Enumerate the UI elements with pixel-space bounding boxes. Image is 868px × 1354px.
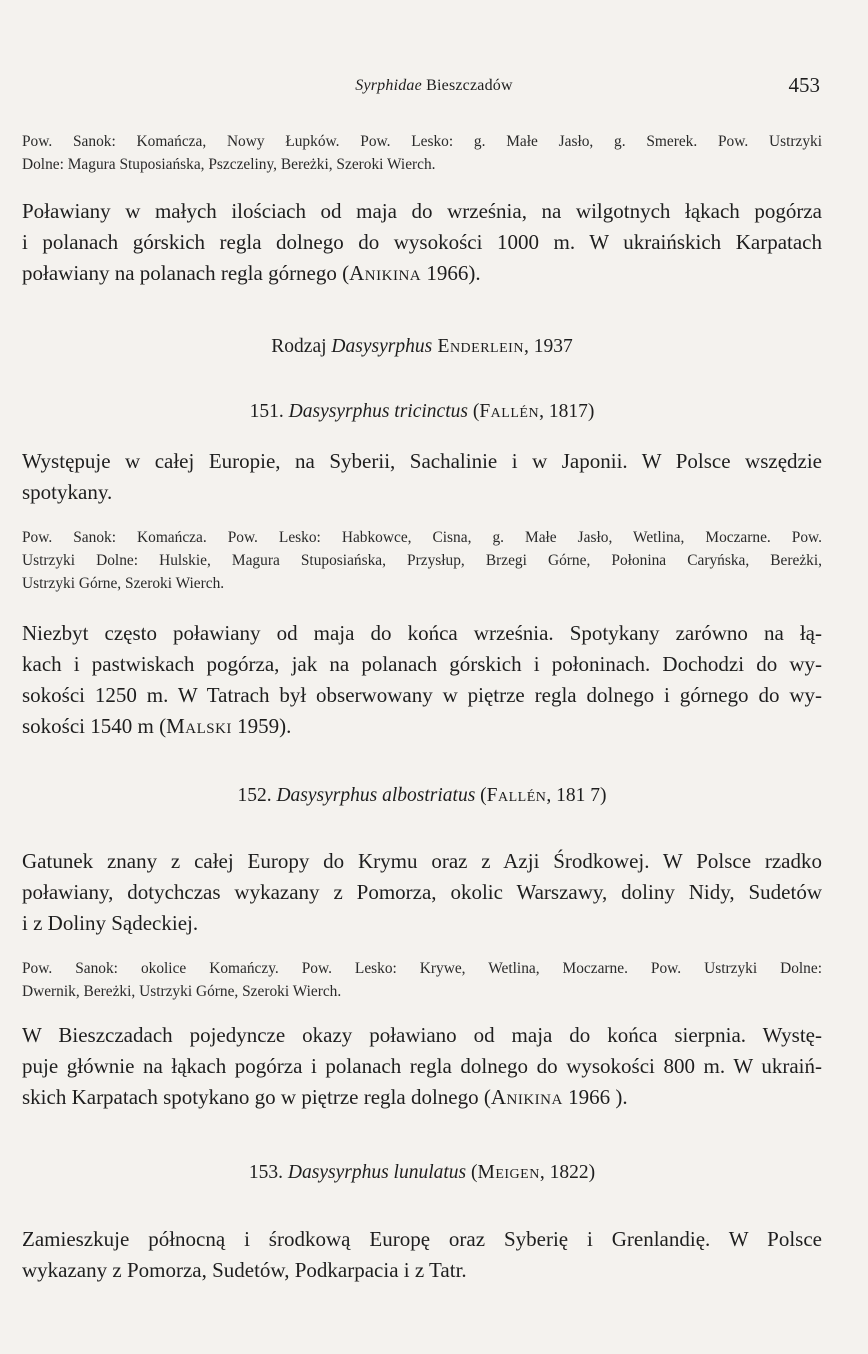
text-line: Występuje w całej Europie, na Syberii, Sachalinie i w Japonii. W Polsce wszędzie [22,449,822,473]
running-head [0,73,868,99]
author-name: Anikina [490,1085,563,1109]
body-paragraph-3 [22,618,822,742]
text-line: Dolne: Magura Stuposiańska, Pszczeliny, Bereżki, Szeroki Wierch. [22,156,436,173]
species-heading-151 [22,401,822,423]
text-line: kach i pastwiskach pogórza, jak na polanach górskich i połoninach. Dochodzi do wy- [22,652,822,676]
author-name: Meigen [477,1162,540,1183]
text-line [22,711,822,742]
text-line: sokości 1250 m. W Tatrach był obserwowany w piętrze regla dolnego i górnego do wy- [22,683,822,707]
genus-name: Dasysyrphus [331,336,433,357]
text-run: 1966 ). [562,1085,628,1109]
text-line: Dwernik, Bereżki, Ustrzyki Górne, Szeroki Wierch. [22,983,342,1000]
text-line: puje głównie na łąkach pogórza i polanach regla dolnego do wysokości 800 m. W ukraiń- [22,1054,822,1078]
text-line: poławiany, dotychczas wykazany z Pomorza, okolic Warszawy, doliny Nidy, Sudetów [22,880,822,904]
genus-heading [22,336,822,358]
page-number: 453 [788,73,820,97]
text-run: , 1937 [523,336,573,357]
text-run: ( [467,401,480,422]
text-run: , 1817) [539,401,595,422]
running-title-rest: Bieszczadów [421,77,513,94]
species-number: 152. [237,785,277,806]
author-name: Fallén [486,785,547,806]
text-run: , 1822) [539,1162,596,1183]
text-run: skich Karpatach spotykano go w piętrze regla dolnego ( [22,1085,491,1109]
text-line [22,1082,822,1113]
locality-paragraph-3 [22,957,822,1003]
text-line: Pow. Sanok: Komańcza. Pow. Lesko: Habkowce, Cisna, g. Małe Jasło, Wetlina, Moczarne. Pow. [22,529,822,546]
running-title-italic: Syrphidae [355,77,422,94]
text-line: Ustrzyki Dolne: Hulskie, Magura Stuposiańska, Przysłup, Brzegi Górne, Połonina Caryńska, Bereżki, [22,552,822,569]
author-name: Malski [166,714,232,738]
body-paragraph-6 [22,1224,822,1286]
text-line: W Bieszczadach pojedyncze okazy poławiano od maja do końca sierpnia. Wystę- [22,1023,822,1047]
species-number: 151. [249,401,289,422]
text-run: 1959). [231,714,292,738]
text-line: Niezbyt często poławiany od maja do końca września. Spotykany zarówno na łą- [22,621,822,645]
text-line [22,258,822,289]
text-run: poławiany na polanach regla górnego ( [22,261,350,285]
text-run: sokości 1540 m ( [22,714,167,738]
text-line: Poławiany w małych ilościach od maja do września, na wilgotnych łąkach pogórza [22,199,822,223]
running-title [0,77,868,95]
species-number: 153. [248,1162,288,1183]
text-run: , 181 7) [546,785,607,806]
text-run: 1966). [421,261,481,285]
species-heading-152 [22,785,822,807]
species-heading-153 [22,1162,822,1184]
text-line: Ustrzyki Górne, Szeroki Wierch. [22,575,225,592]
body-paragraph-4 [22,846,822,939]
text-run: ( [466,1162,478,1183]
body-paragraph-5 [22,1020,822,1113]
text-run: Rodzaj [271,336,332,357]
text-line: Pow. Sanok: Komańcza, Nowy Łupków. Pow. Lesko: g. Małe Jasło, g. Smerek. Pow. Ustrzyki [22,133,822,150]
text-line: Pow. Sanok: okolice Komańczy. Pow. Lesko: Krywe, Wetlina, Moczarne. Pow. Ustrzyki Dolne: [22,960,822,977]
locality-paragraph-1 [22,130,822,176]
text-line: Zamieszkuje północną i środkową Europę oraz Syberię i Grenlandię. W Polsce [22,1227,822,1251]
text-line: Gatunek znany z całej Europy do Krymu oraz z Azji Środkowej. W Polsce rzadko [22,849,822,873]
locality-paragraph-2 [22,526,822,595]
species-name: Dasysyrphus lunulatus [287,1162,467,1183]
species-name: Dasysyrphus albostriatus [276,785,476,806]
body-paragraph-2 [22,446,822,508]
species-name: Dasysyrphus tricinctus [288,401,468,422]
author-name: Anikina [349,261,422,285]
author-name: Fallén [479,401,540,422]
text-run: ( [475,785,487,806]
text-line: spotykany. [22,480,113,504]
text-line: i z Doliny Sądeckiej. [22,911,199,935]
text-line: wykazany z Pomorza, Sudetów, Podkarpacia i z Tatr. [22,1258,467,1282]
text-line: i polanach górskich regla dolnego do wysokości 1000 m. W ukraińskich Karpatach [22,230,822,254]
body-paragraph-1 [22,196,822,289]
author-name: Enderlein [432,336,524,357]
